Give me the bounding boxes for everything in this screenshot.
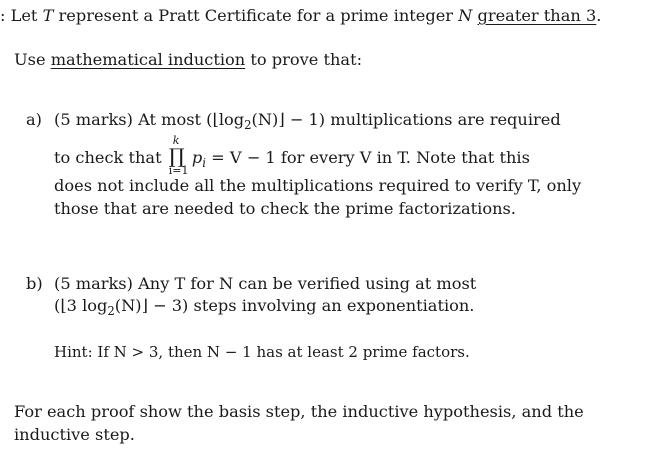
instruction-underlined: mathematical induction	[50, 50, 246, 69]
instruction-line	[14, 50, 362, 69]
part-a-line1	[54, 110, 561, 132]
part-a-line4: those that are needed to check the prime factorizations.	[54, 199, 516, 218]
part-a-line3: does not include all the multiplications required to verify T, only	[54, 176, 582, 195]
intro-line	[0, 6, 601, 25]
closing-line1: For each proof show the basis step, the inductive hypothesis, and the	[14, 402, 584, 421]
part-a-line2-mid: = V − 1 for every V in T. Note that this	[206, 148, 530, 167]
intro-mid: represent a Pratt Certificate for a prime integer	[53, 6, 459, 25]
intro-end: .	[596, 6, 602, 25]
product-expr-sub: i	[202, 156, 206, 170]
intro-n: N	[458, 6, 473, 25]
part-a-line1-mid: (N)⌋ − 1) multiplications are required	[251, 110, 561, 129]
instruction-suffix: to prove that:	[245, 50, 363, 69]
part-b-line2-prefix: (⌊3 log	[54, 296, 108, 315]
part-a-label: a)	[26, 110, 42, 129]
part-b-line2-suffix: (N)⌋ − 3) steps involving an exponentiation.	[114, 296, 475, 315]
intro-prefix: : Let	[0, 6, 43, 25]
part-b-line1: (5 marks) Any T for N can be verified using at most	[54, 274, 477, 293]
part-a-line2	[54, 134, 530, 177]
part-a-line1-sub: 2	[244, 118, 252, 132]
intro-underlined: greater than 3	[477, 6, 597, 25]
intro-t: T	[42, 6, 54, 25]
part-b-hint: Hint: If N > 3, then N − 1 has at least 2 prime factors.	[54, 343, 470, 361]
part-b-line2	[54, 296, 475, 318]
product-symbol: k ∏ i=1	[168, 134, 189, 177]
part-b-line2-sub: 2	[107, 304, 115, 318]
product-lower-limit: i=1	[168, 164, 189, 177]
part-a-line1-text: (5 marks) At most (⌊log	[54, 110, 245, 129]
part-a-line2-prefix: to check that	[54, 148, 162, 167]
product-upper-limit: k	[172, 134, 180, 147]
part-b-label: b)	[26, 274, 43, 293]
product-expr: p	[191, 148, 203, 167]
instruction-prefix: Use	[14, 50, 51, 69]
closing-line2: inductive step.	[14, 425, 135, 444]
